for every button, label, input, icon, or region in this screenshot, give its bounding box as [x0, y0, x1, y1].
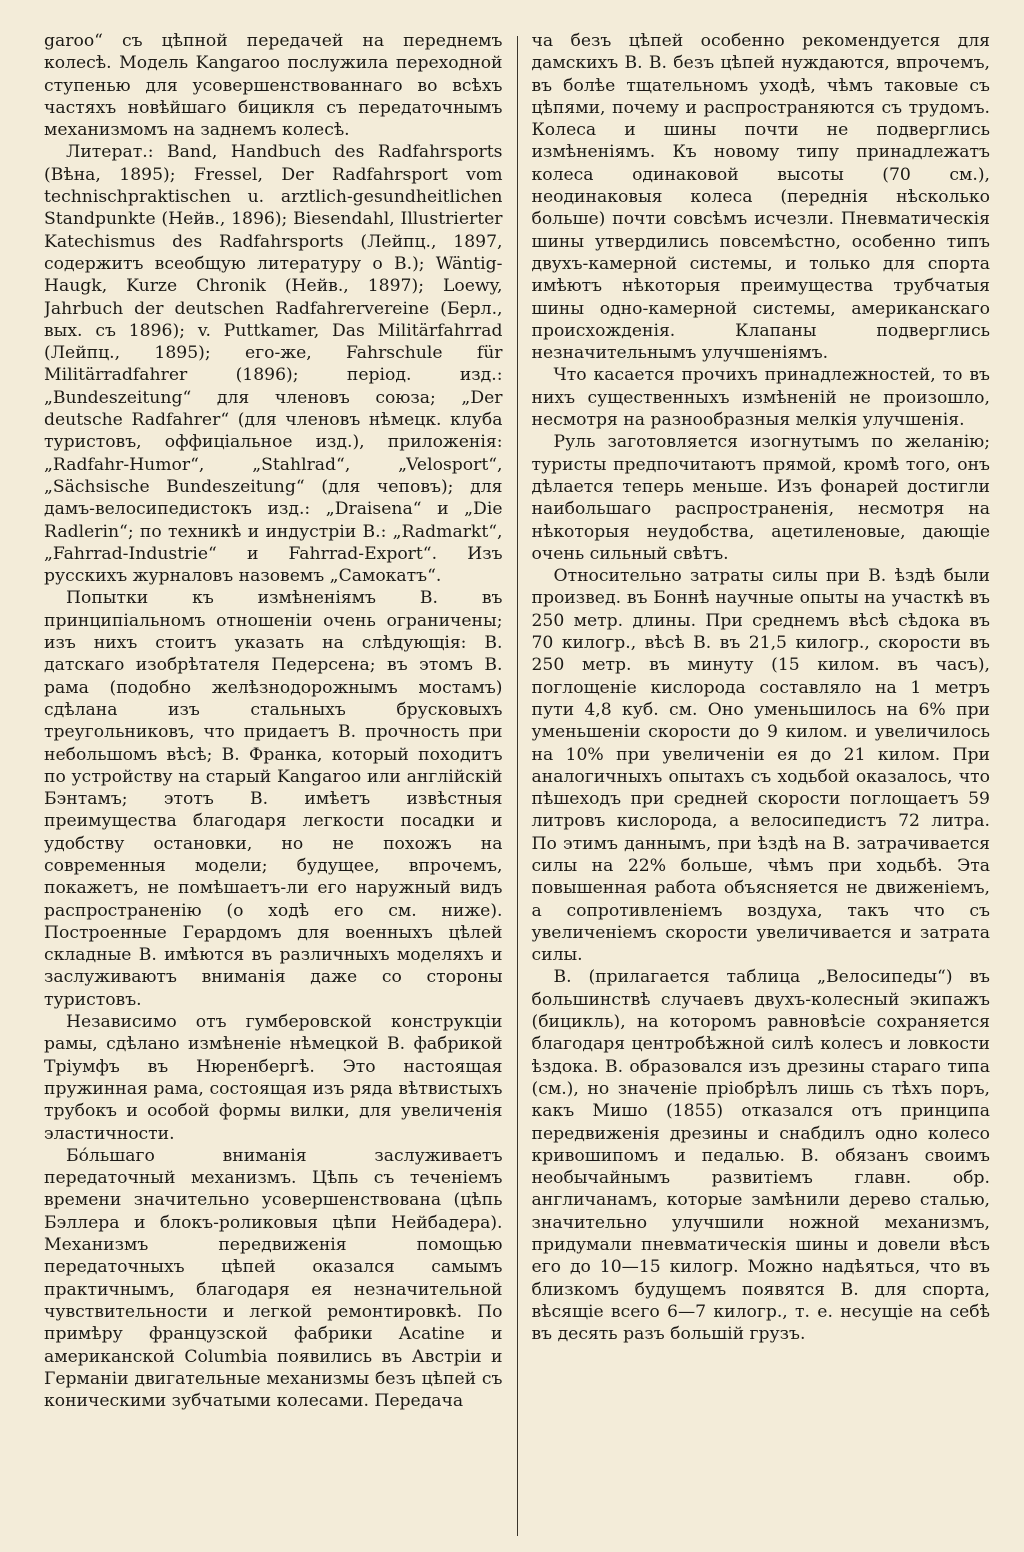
paragraph: Попытки къ измѣненіямъ В. въ принципіальномъ отношеніи очень ограничены; изъ нихъ стоитъ указать на слѣдующія: В. датскаго изобрѣтателя Педерсена; въ этомъ В. рама (подобно желѣзнодорожнымъ мостамъ) сдѣлана изъ стальныхъ брусковыхъ треугольниковъ, что придаетъ В. прочность при небольшомъ вѣсѣ; В. Франка, который походитъ по устройству на старый Kangaroo или англійскій Бэнтамъ; этотъ В. имѣетъ извѣстныя преимущества благодаря легкости посадки и удобству остановки, но не похожъ на современныя модели; будущее, впрочемъ, покажетъ, не помѣшаетъ-ли его наружный видъ распространенію (о ходѣ его см. ниже). Построенные Герардомъ для военныхъ цѣлей складные В. имѣются въ различныхъ моделяхъ и заслуживаютъ вниманія даже со стороны туристовъ.	[44, 588, 503, 1010]
paragraph: Литерат.: Band, Handbuch des Radfahrsports (Вѣна, 1895); Fressel, Der Radfahrsport vom technischpraktischen u. arztlich-gesundheitlichen Standpunkte (Нейв., 1896); Biesendahl, Illustrierter Katechismus des Radfahrsports (Лейпц., 1897, содержитъ всеобщую литературу о В.); Wäntig-Haugk, Kurze Chronik (Нейв., 1897); Loewy, Jahrbuch der deutschen Radfahrervereine (Берл., вых. съ 1896); v. Puttkamer, Das Militärfahrrad (Лейпц., 1895); его-же, Fahrschule für Militärradfahrer (1896); період. изд.: „Bundeszeitung“ для членовъ союза; „Der deutsche Radfahrer“ (для членовъ нѣмецк. клуба туристовъ, оффиціальное изд.), приложенія: „Radfahr-Humor“, „Stahlrad“, „Velosport“, „Sächsische Bundeszeitung“ (для чеповъ); для дамъ-велосипедистокъ изд.: „Draisena“ и „Die Radlerin“; по техникѣ и индустріи В.: „Radmarkt“, „Fahrrad-Industrie“ и Fahrrad-Export“. Изъ русскихъ журналовъ назовемъ „Самокатъ“.	[44, 142, 503, 587]
paragraph: Что касается прочихъ принадлежностей, то въ нихъ существенныхъ измѣненій не произошло, несмотря на разнообразныя мелкія улучшенія.	[531, 365, 990, 431]
two-column-layout	[44, 30, 990, 1522]
paragraph: Руль заготовляется изогнутымъ по желанію; туристы предпочитаютъ прямой, кромѣ того, онъ дѣлается теперь меньше. Изъ фонарей достигли наибольшаго распространенія, несмотря на нѣкоторыя неудобства, ацетиленовые, дающіе очень сильный свѣтъ.	[531, 432, 990, 564]
paragraph: ча безъ цѣпей особенно рекомендуется для дамскихъ В. В. безъ цѣпей нуждаются, впрочемъ, въ болѣе тщательномъ уходѣ, чѣмъ таковые съ цѣпями, почему и распространяются съ трудомъ. Колеса и шины почти не подверглись измѣненіямъ. Къ новому типу принадлежатъ колеса одинаковой высоты (70 см.), неодинаковыя колеса (переднія нѣсколько больше) почти совсѣмъ исчезли. Пневматическія шины утвердились повсемѣстно, особенно типъ двухъ-камерной системы, и только для спорта имѣютъ нѣкоторыя преимущества трубчатыя шины одно-камерной системы, американскаго происхожденія. Клапаны подверглись незначительнымъ улучшеніямъ.	[531, 31, 990, 364]
right-column	[518, 30, 991, 1522]
paragraph: Независимо отъ гумберовской конструкціи рамы, сдѣлано измѣненіе нѣмецкой В. фабрикой Тріумфъ въ Нюренбергѣ. Это настоящая пружинная рама, состоящая изъ ряда вѣтвистыхъ трубокъ и особой формы вилки, для увеличенія эластичности.	[44, 1012, 503, 1144]
left-column	[44, 30, 517, 1522]
paragraph: garoo“ съ цѣпной передачей на переднемъ колесѣ. Модель Kangaroo послужила переходной ступенью для усовершенствованнаго во всѣхъ частяхъ новѣйшаго бицикля съ передаточнымъ механизмомъ на заднемъ колесѣ.	[44, 31, 503, 141]
paragraph: Бо́льшаго вниманія заслуживаетъ передаточный механизмъ. Цѣпь съ теченіемъ времени значительно усовершенствована (цѣпь Бэллера и блокъ-роликовыя цѣпи Нейбадера). Механизмъ передвиженія помощью передаточныхъ цѣпей оказался самымъ практичнымъ, благодаря ея незначительной чувствительности и легкой ремонтировкѣ. По примѣру французской фабрики Acatine и американской Columbia появились въ Австріи и Германіи двигательные механизмы безъ цѣпей съ коническими зубчатыми колесами. Передача	[44, 1145, 503, 1412]
paragraph: В. (прилагается таблица „Велосипеды“) въ большинствѣ случаевъ двухъ-колесный экипажъ (бицикль), на которомъ равновѣсіе сохраняется благодаря центробѣжной силѣ колесъ и ловкости ѣздока. В. образовался изъ дрезины стараго типа (см.), но значеніе пріобрѣлъ лишь съ тѣхъ поръ, какъ Мишо (1855) отказался отъ принципа передвиженія дрезины и снабдилъ одно колесо кривошипомъ и педалью. В. обязанъ своимъ необычайнымъ развитіемъ главн. обр. англичанамъ, которые замѣнили дерево сталью, значительно улучшили ножной механизмъ, придумали пневматическія шины и довели вѣсъ его до 10—15 килогр. Можно надѣяться, что въ близкомъ будущемъ появятся В. для спорта, вѣсящіе всего 6—7 килогр., т. е. несущіе на себѣ въ десять разъ большій грузъ.	[531, 967, 990, 1345]
paragraph: Относительно затраты силы при В. ѣздѣ были произвед. въ Боннѣ научные опыты на участкѣ въ 250 метр. длины. При среднемъ вѣсѣ сѣдока въ 70 килогр., вѣсѣ В. въ 21,5 килогр., скорости въ 250 метр. въ минуту (15 килом. въ часъ), поглощеніе кислорода составляло на 1 метръ пути 4,8 куб. см. Оно уменьшилось на 6% при уменьшеніи скорости до 9 килом. и увеличилось на 10% при увеличеніи ея до 21 килом. При аналогичныхъ опытахъ съ ходьбой оказалось, что пѣшеходъ при средней скорости поглощаетъ 59 литровъ кислорода, а велосипедистъ 72 литра. По этимъ даннымъ, при ѣздѣ на В. затрачивается силы на 22% больше, чѣмъ при ходьбѣ. Эта повышенная работа объясняется не движеніемъ, а сопротивленіемъ воздуха, такъ что съ увеличеніемъ скорости увеличивается и затрата силы.	[531, 566, 990, 966]
